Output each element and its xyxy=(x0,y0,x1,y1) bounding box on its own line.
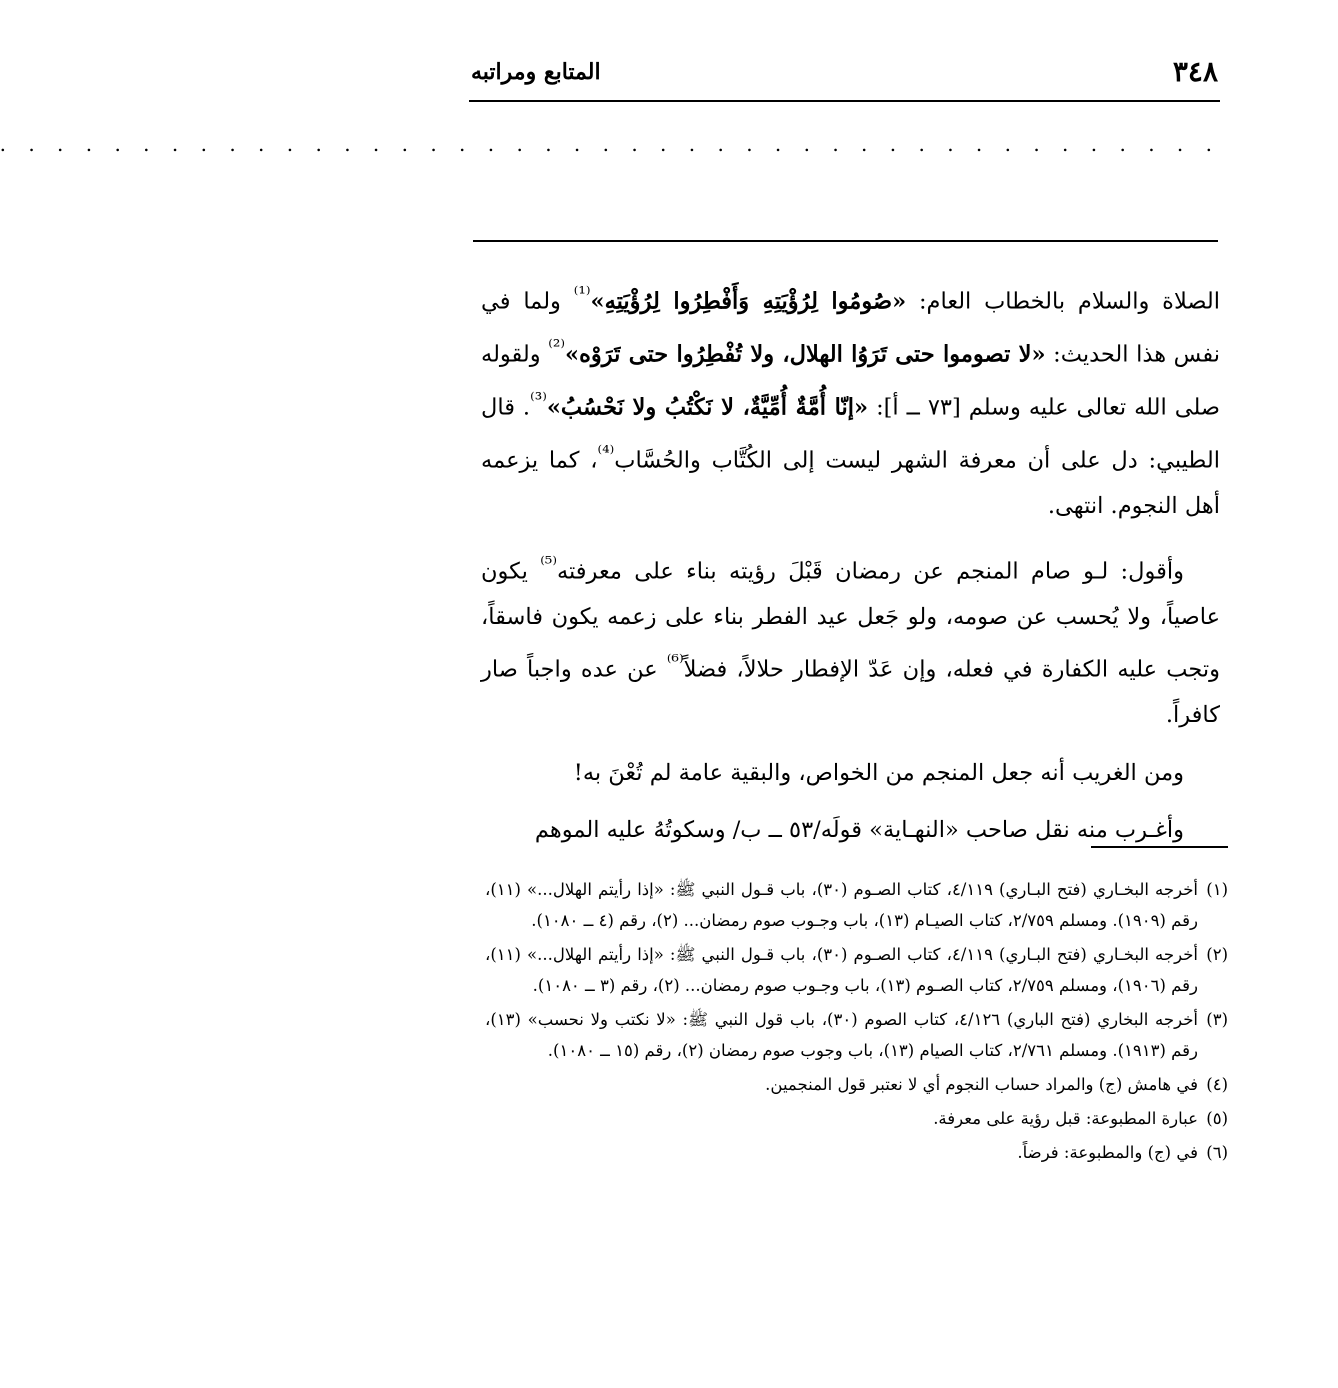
paragraph-4: وأغـرب منه نقل صاحب «النهـاية» قولَه/٥٣ ــ ب/ وسكوتُهُ عليه الموهم xyxy=(534,817,1184,843)
footnote-ref: ⁽⁶⁾ xyxy=(666,652,684,673)
footnote xyxy=(485,874,1228,936)
footnote xyxy=(485,1004,1228,1066)
text-segment: ، كما يزعمه أهل النجوم. انتهى. xyxy=(481,447,1220,519)
text-segment: الصلاة والسلام بالخطاب العام: xyxy=(906,288,1220,315)
running-title: المتابع ومراتبه xyxy=(471,59,601,85)
main-text xyxy=(481,272,1220,854)
footnote-ref: ⁽²⁾ xyxy=(548,337,566,358)
footnote xyxy=(485,1103,1228,1134)
text-segment: يكون عاصياً، ولا يُحسب عن صومه، ولو جَعل عيد الفطر بناء على زعمه يكون فاسقاً، وتجب عليه الكفارة في فعله، وإن عَدّ الإفطار حلالاً، فضلاً xyxy=(481,558,1221,683)
text-segment: ولقوله صلى الله تعالى عليه وسلم [٧٣ ــ أ]: xyxy=(481,341,1220,421)
footnote-ref: ⁽³⁾ xyxy=(530,390,547,411)
footnote-rule xyxy=(1091,846,1228,848)
hadith-quote: «صُومُوا لِرُؤْيَتِهِ وَأَفْطِرُوا لِرُؤْيَتِهِ» xyxy=(590,288,907,315)
footnote-number: (١) xyxy=(1206,880,1228,899)
page-number: ٣٤٨ xyxy=(1172,55,1218,88)
footnote-number: (٦) xyxy=(1206,1143,1228,1162)
footnote-ref: ⁽⁵⁾ xyxy=(540,553,557,575)
footnote-text: أخرجه البخـاري (فتح البـاري) ٤/١١٩، كتاب الصـوم (٣٠)، باب قـول النبي ﷺ: «إذا رأيتم الهلال...» (١١)، رقم (١٩٠٩). ومسلم ٢/٧٥٩، كتاب الصيـام (١٣)، باب وجـوب صوم رمضان... (٢)، رقم (٤ ــ ١٠٨٠). xyxy=(485,880,1198,930)
separator-rule xyxy=(473,240,1218,242)
footnote-text: أخرجه البخـاري (فتح البـاري) ٤/١١٩، كتاب الصـوم (٣٠)، باب قـول النبي ﷺ: «إذا رأيتم الهلال...» (١١)، رقم (١٩٠٦)، ومسلم ٢/٧٥٩، كتاب الصـوم (١٣)، باب وجـوب صوم رمضان... (٢)، رقم (٣ ــ ١٠٨٠). xyxy=(485,945,1198,995)
footnote-number: (٤) xyxy=(1206,1075,1228,1094)
text-segment: . قال الطيبي: دل على أن معرفة الشهر ليست إلى الكُتَّاب والحُسَّاب xyxy=(481,394,1220,474)
footnote xyxy=(485,1069,1228,1100)
header-rule xyxy=(469,100,1220,102)
footnote-text: عبارة المطبوعة: قبل رؤية على معرفة. xyxy=(933,1109,1198,1128)
paragraph-2 xyxy=(481,542,1220,739)
omission-dots: . . . . . . . . . . . . . . . . . . . . . . . . . . . . . . . . . . . . . . . . . . . xyxy=(0,132,1220,156)
footnote-ref: ⁽⁴⁾ xyxy=(597,443,615,464)
footnote-text: في هامش (ج) والمراد حساب النجوم أي لا نعتبر قول المنجمين. xyxy=(765,1075,1198,1094)
hadith-quote: «لا تصوموا حتى تَرَوُا الهلال، ولا تُفْطِرُوا حتى تَرَوْه» xyxy=(565,341,1046,368)
footnote-number: (٢) xyxy=(1206,945,1228,964)
footnote-ref: ⁽¹⁾ xyxy=(573,284,591,305)
text-segment: وأقول: لـو صام المنجم عن رمضان قَبْلَ رؤيته بناء على معرفته xyxy=(556,558,1184,584)
footnote xyxy=(485,939,1228,1001)
footnote-text: في (ج) والمطبوعة: فرضاً. xyxy=(1017,1143,1198,1162)
footnote-number: (٥) xyxy=(1206,1109,1228,1128)
footnote-number: (٣) xyxy=(1206,1010,1228,1029)
page-header xyxy=(471,55,1218,103)
footnote-text: أخرجه البخاري (فتح الباري) ٤/١٢٦، كتاب الصوم (٣٠)، باب قول النبي ﷺ: «لا نكتب ولا نحسب» (١٣)، رقم (١٩١٣). ومسلم ٢/٧٦١، كتاب الصيام (١٣)، باب وجوب صوم رمضان (٢)، رقم (١٥ ــ ١٠٨٠). xyxy=(485,1010,1198,1060)
text-segment: ولما في نفس هذا الحديث: xyxy=(481,288,1221,368)
hadith-quote: «إنّا أُمَّةٌ أُمِّيَّةٌ، لا نَكْتُبُ ولا نَحْسُبُ» xyxy=(546,394,869,421)
footnote xyxy=(485,1137,1228,1168)
paragraph-1 xyxy=(481,272,1220,530)
text-segment: عن عده واجباً صار كافراً. xyxy=(481,656,1220,728)
paragraph-3: ومن الغريب أنه جعل المنجم من الخواص، والبقية عامة لم تُعْنَ به! xyxy=(573,759,1184,786)
footnotes xyxy=(485,874,1228,1171)
